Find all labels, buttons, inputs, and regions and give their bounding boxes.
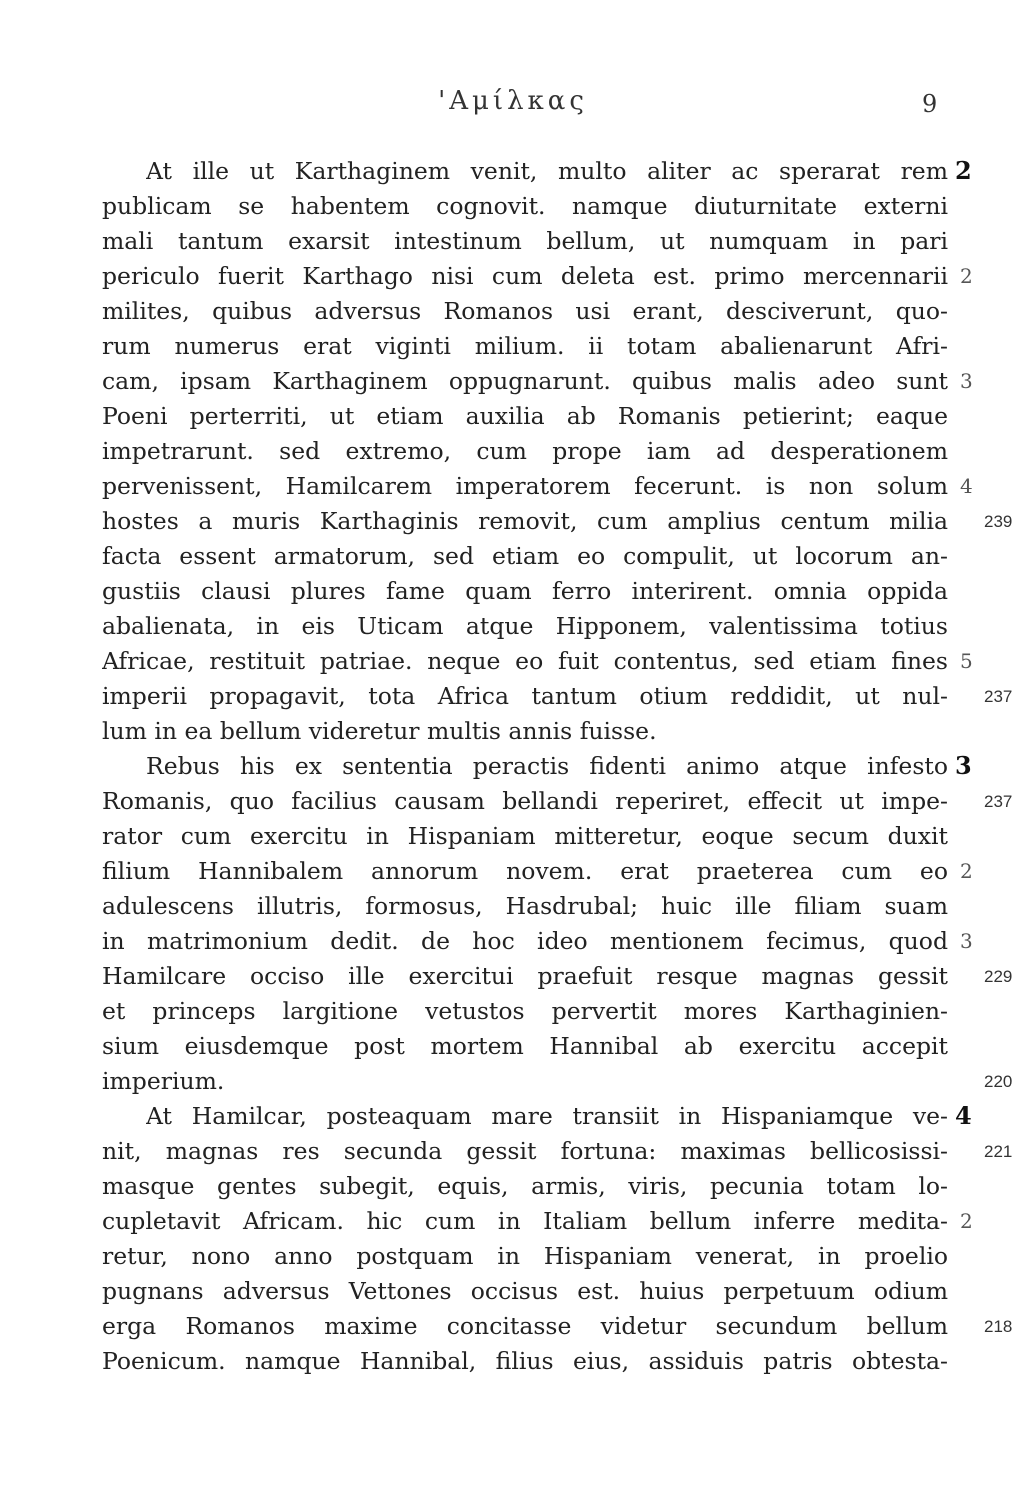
text-line: Poeni perterriti, ut etiam auxilia ab Romanis petierint; eaque — [102, 402, 948, 430]
subsection-number: 4 — [960, 474, 973, 498]
text-line: rator cum exercitu in Hispaniam mitteretur, eoque secum duxit — [102, 822, 948, 850]
text-line: mali tantum exarsit intestinum bellum, ut numquam in pari — [102, 227, 948, 255]
text-line: lum in ea bellum videretur multis annis fuisse. — [102, 717, 657, 745]
text-line: pugnans adversus Vettones occisus est. huius perpetuum odium — [102, 1277, 948, 1305]
section-number: 4 — [955, 1101, 972, 1130]
section-number: 2 — [955, 156, 972, 185]
text-line: Hamilcare occiso ille exercitui praefuit resque magnas gessit — [102, 962, 948, 990]
subsection-number: 5 — [960, 649, 973, 673]
text-line: periculo fuerit Karthago nisi cum deleta est. primo mercennarii — [102, 262, 948, 290]
text-line: Poenicum. namque Hannibal, filius eius, assiduis patris obtesta- — [102, 1347, 948, 1375]
text-line: publicam se habentem cognovit. namque diuturnitate externi — [102, 192, 948, 220]
page-number: 9 — [922, 90, 938, 118]
text-line: At ille ut Karthaginem venit, multo aliter ac sperarat rem — [146, 157, 948, 185]
text-line: et princeps largitione vetustos pervertit mores Karthaginien- — [102, 997, 948, 1025]
reference-number: 237 — [984, 792, 1013, 811]
text-line: masque gentes subegit, equis, armis, viris, pecunia totam lo- — [102, 1172, 948, 1200]
text-line: gustiis clausi plures fame quam ferro interirent. omnia oppida — [102, 577, 948, 605]
subsection-number: 2 — [960, 1209, 973, 1233]
text-line: cupletavit Africam. hic cum in Italiam bellum inferre medita- — [102, 1207, 948, 1235]
text-line: cam, ipsam Karthaginem oppugnarunt. quibus malis adeo sunt — [102, 367, 948, 395]
subsection-number: 3 — [960, 369, 973, 393]
reference-number: 229 — [984, 967, 1013, 986]
subsection-number: 2 — [960, 264, 973, 288]
text-line: abalienata, in eis Uticam atque Hipponem, valentissima totius — [102, 612, 948, 640]
text-line: pervenissent, Hamilcarem imperatorem fecerunt. is non solum — [102, 472, 948, 500]
reference-number: 220 — [984, 1072, 1013, 1091]
text-line: filium Hannibalem annorum novem. erat praeterea cum eo — [102, 857, 948, 885]
text-line: facta essent armatorum, sed etiam eo compulit, ut locorum an- — [102, 542, 948, 570]
text-line: Africae, restituit patriae. neque eo fuit contentus, sed etiam fines — [102, 647, 948, 675]
subsection-number: 2 — [960, 859, 973, 883]
reference-number: 237 — [984, 687, 1013, 706]
text-line: Romanis, quo facilius causam bellandi reperiret, effecit ut impe- — [102, 787, 948, 815]
text-line: adulescens illutris, formosus, Hasdrubal; huic ille filiam suam — [102, 892, 948, 920]
text-line: retur, nono anno postquam in Hispaniam venerat, in proelio — [102, 1242, 948, 1270]
reference-number: 239 — [984, 512, 1013, 531]
text-line: sium eiusdemque post mortem Hannibal ab exercitu accepit — [102, 1032, 948, 1060]
running-header-title: 'Αμίλκας — [438, 86, 588, 116]
reference-number: 218 — [984, 1317, 1013, 1336]
text-line: nit, magnas res secunda gessit fortuna: maximas bellicosissi- — [102, 1137, 948, 1165]
text-line: At Hamilcar, posteaquam mare transiit in Hispaniamque ve- — [146, 1102, 948, 1130]
text-line: impetrarunt. sed extremo, cum prope iam ad desperationem — [102, 437, 948, 465]
text-line: imperium. — [102, 1067, 225, 1095]
text-line: in matrimonium dedit. de hoc ideo mentionem fecimus, quod — [102, 927, 948, 955]
section-number: 3 — [955, 751, 972, 780]
reference-number: 221 — [984, 1142, 1013, 1161]
text-line: rum numerus erat viginti milium. ii totam abalienarunt Afri- — [102, 332, 948, 360]
text-line: milites, quibus adversus Romanos usi erant, desciverunt, quo- — [102, 297, 948, 325]
subsection-number: 3 — [960, 929, 973, 953]
text-line: erga Romanos maxime concitasse videtur secundum bellum — [102, 1312, 948, 1340]
text-line: hostes a muris Karthaginis removit, cum amplius centum milia — [102, 507, 948, 535]
text-line: imperii propagavit, tota Africa tantum otium reddidit, ut nul- — [102, 682, 948, 710]
text-line: Rebus his ex sententia peractis fidenti animo atque infesto — [146, 752, 948, 780]
